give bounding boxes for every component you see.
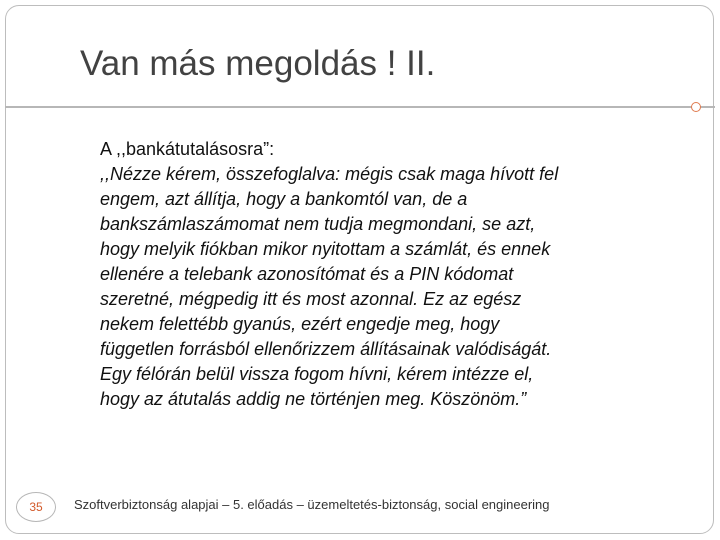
body-label: A ,,bankátutalásosra”:: [100, 139, 275, 159]
quote-line: Egy félórán belül vissza fogom hívni, kérem intézze el,: [100, 364, 534, 384]
quote-line: engem, azt állítja, hogy a bankomtól van, de a: [100, 189, 468, 209]
quote-line: ,,Nézze kérem, összefoglalva: mégis csak maga hívott fel: [100, 164, 559, 184]
quote-line: független forrásból ellenőrizzem állításainak valódiságát.: [100, 339, 552, 359]
quote-line: hogy az átutalás addig ne történjen meg. Köszönöm.”: [100, 389, 527, 409]
quote-line: nekem felettébb gyanús, ezért engedje meg, hogy: [100, 314, 500, 334]
slide-title: Van más megoldás ! II.: [80, 44, 436, 83]
quote-line: ellenére a telebank azonosítómat és a PIN kódomat: [100, 264, 514, 284]
quote-line: hogy melyik fiókban mikor nyitottam a számlát, és ennek: [100, 239, 551, 259]
slide-body: [100, 137, 680, 412]
quote-line: szeretné, mégpedig itt és most azonnal. Ez az egész: [100, 289, 522, 309]
title-divider: [5, 106, 715, 108]
page-number-badge: 35: [16, 492, 56, 522]
divider-marker: [691, 102, 701, 112]
slide-footer: Szoftverbiztonság alapjai – 5. előadás – üzemeltetés-biztonság, social engineering: [74, 497, 550, 512]
quote-text: [100, 162, 680, 412]
quote-line: bankszámlaszámomat nem tudja megmondani, se azt,: [100, 214, 536, 234]
